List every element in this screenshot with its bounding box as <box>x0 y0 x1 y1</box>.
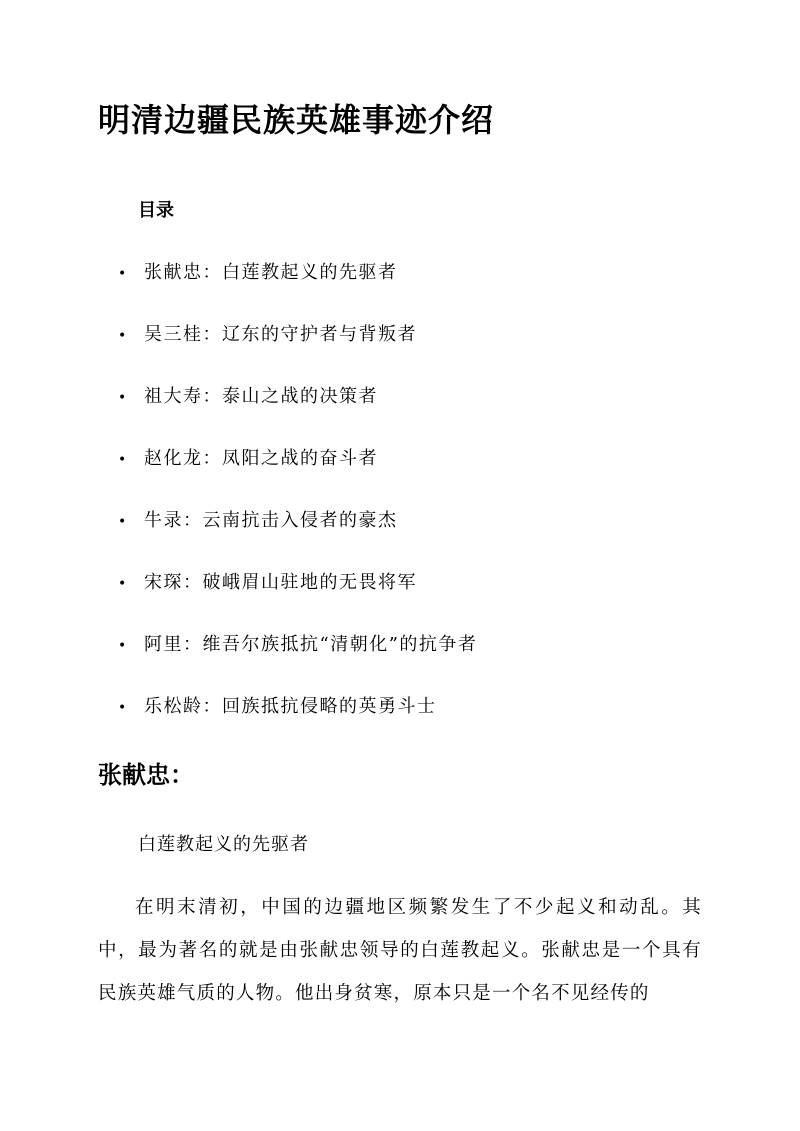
bullet-icon: • <box>118 390 128 406</box>
toc-item <box>118 258 398 284</box>
toc-item-label: 宋琛：破峨眉山驻地的无畏将军 <box>144 572 417 593</box>
toc-item <box>118 630 477 656</box>
toc-item-label: 吴三桂：辽东的守护者与背叛者 <box>144 324 417 345</box>
section-title: 张献忠： <box>98 760 194 789</box>
bullet-icon: • <box>118 576 128 592</box>
toc-item <box>118 320 417 346</box>
toc-item-label: 阿里：维吾尔族抵抗“清朝化”的抗争者 <box>144 634 478 655</box>
body-paragraph: 在明末清初，中国的边疆地区频繁发生了不少起义和动乱。其中，最为著名的就是由张献忠领导的白莲教起义。张献忠是一个具有民族英雄气质的人物。他出身贫寒，原本只是一个名不见经传的 <box>98 897 702 1004</box>
bullet-icon: • <box>118 638 128 654</box>
toc-item-label: 赵化龙：凤阳之战的奋斗者 <box>144 448 378 469</box>
bullet-icon: • <box>118 452 128 468</box>
page-title: 明清边疆民族英雄事迹介绍 <box>98 101 495 139</box>
toc-item <box>118 568 417 594</box>
bullet-icon: • <box>118 266 128 282</box>
section-subtitle: 白莲教起义的先驱者 <box>138 834 309 855</box>
bullet-icon: • <box>118 328 128 344</box>
toc-item <box>118 506 398 532</box>
toc-item <box>118 444 378 470</box>
toc-item-label: 祖大寿：泰山之战的决策者 <box>144 386 378 407</box>
toc-item-label: 张献忠：白莲教起义的先驱者 <box>144 262 398 283</box>
toc-item-label: 乐松龄：回族抵抗侵略的英勇斗士 <box>144 696 437 717</box>
toc-item-label: 牛录：云南抗击入侵者的豪杰 <box>144 510 398 531</box>
bullet-icon: • <box>118 700 128 716</box>
bullet-icon: • <box>118 514 128 530</box>
toc-heading: 目录 <box>138 200 174 221</box>
toc-item <box>118 692 437 718</box>
toc-item <box>118 382 378 408</box>
